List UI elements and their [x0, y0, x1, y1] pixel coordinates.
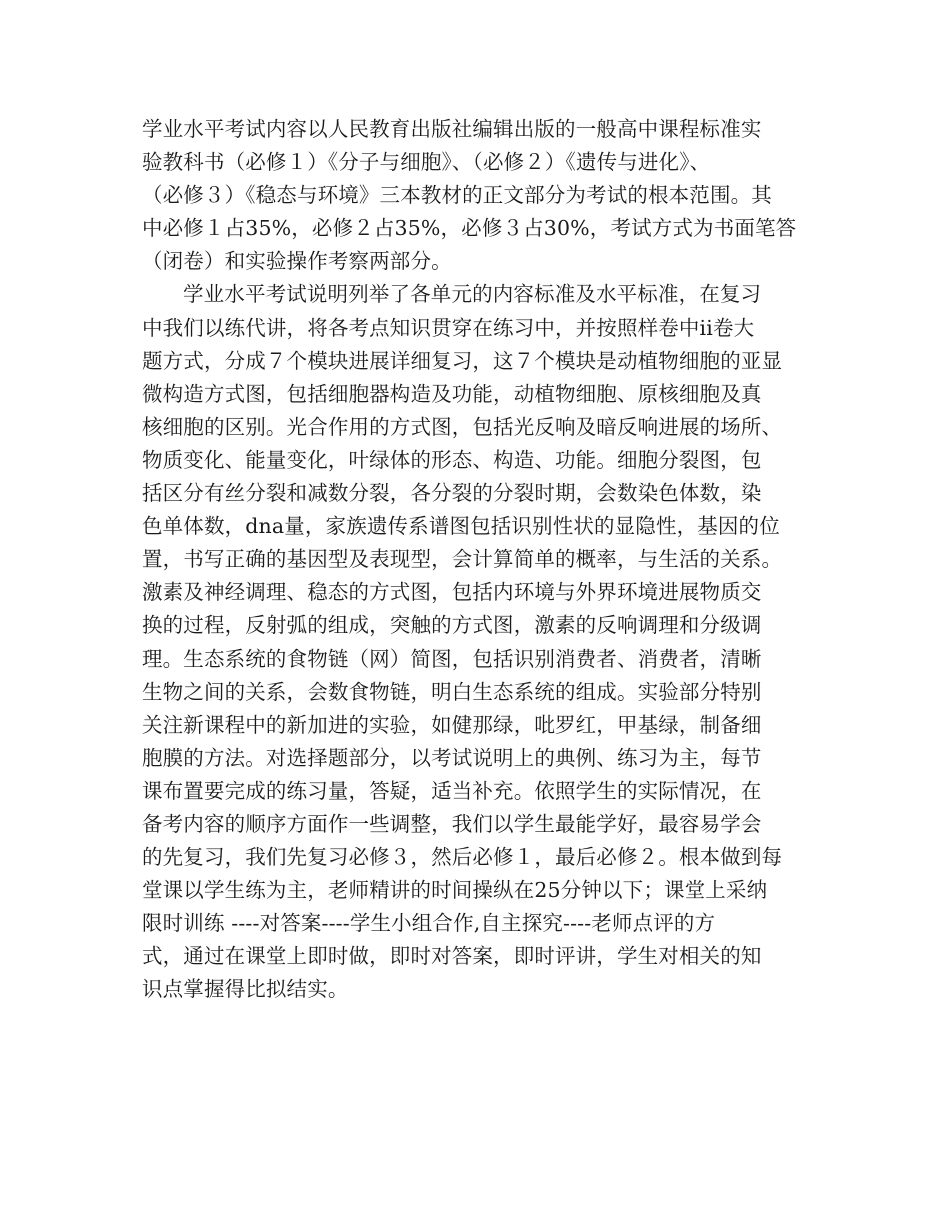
- text-line: 学业水平考试内容以人民教育出版社编辑出版的一般高中课程标准实: [142, 117, 762, 141]
- text-line: （必修３）《稳态与环境》三本教材的正文部分为考试的根本范围。其: [142, 183, 772, 208]
- text-line: 题方式，分成７个模块进展详细复习，这７个模块是动植物细胞的亚显: [142, 348, 783, 373]
- text-line: 式，通过在课堂上即时做，即时对答案，即时评讲，学生对相关的知: [142, 944, 762, 969]
- paragraph-review-plan: [142, 278, 822, 1006]
- text-line: 的先复习，我们先复习必修３，然后必修１，最后必修２。根本做到每: [142, 845, 783, 870]
- text-line: 验教科书（必修１）《分子与细胞》、（必修２）《遗传与进化》、: [142, 150, 711, 175]
- text-line: 微构造方式图，包括细胞器构造及功能，动植物细胞、原核细胞及真: [142, 381, 762, 406]
- text-line: 识点掌握得比拟结实。: [142, 977, 349, 1002]
- text-line: 关注新课程中的新加进的实验，如健那绿，吡罗红，甲基绿，制备细: [142, 712, 762, 737]
- paragraph-exam-scope: [142, 113, 822, 278]
- text-line: 理。生态系统的食物链（网）简图，包括识别消费者、消费者，清晰: [142, 646, 762, 671]
- text-line: 中我们以练代讲，将各考点知识贯穿在练习中，并按照样卷中ii卷大: [142, 315, 755, 340]
- text-line: 堂课以学生练为主，老师精讲的时间操纵在25分钟以下；课堂上采纳: [142, 878, 768, 903]
- text-line: 课布置要完成的练习量，答疑，适当补充。依照学生的实际情况，在: [142, 778, 762, 803]
- text-line: 激素及神经调理、稳态的方式图，包括内环境与外界环境进展物质交: [142, 580, 762, 605]
- document-body: [142, 113, 822, 1007]
- text-line: 学业水平考试说明列举了各单元的内容标准及水平标准，在复习: [183, 282, 762, 307]
- text-line: 生物之间的关系，会数食物链，明白生态系统的组成。实验部分特别: [142, 679, 762, 704]
- text-line: 物质变化、能量变化，叶绿体的形态、构造、功能。细胞分裂图，包: [142, 447, 762, 472]
- text-line: 备考内容的顺序方面作一些调整，我们以学生最能学好，最容易学会: [142, 811, 762, 836]
- text-line: 限时训练 ----对答案----学生小组合作,自主探究----老师点评的方: [142, 911, 716, 936]
- text-line: 置，书写正确的基因型及表现型，会计算简单的概率，与生活的关系。: [142, 547, 783, 572]
- text-line: 色单体数，dna量，家族遗传系谱图包括识别性状的显隐性，基因的位: [142, 514, 780, 539]
- text-line: 括区分有丝分裂和减数分裂，各分裂的分裂时期，会数染色体数，染: [142, 481, 762, 506]
- text-line: 核细胞的区别。光合作用的方式图，包括光反响及暗反响进展的场所、: [142, 414, 783, 439]
- text-line: 换的过程，反射弧的组成，突触的方式图，激素的反响调理和分级调: [142, 613, 762, 638]
- text-line: 胞膜的方法。对选择题部分，以考试说明上的典例、练习为主，每节: [142, 745, 762, 770]
- text-line: 中必修１占35%，必修２占35%，必修３占30%，考试方式为书面笔答: [142, 216, 797, 241]
- text-line: （闭卷）和实验操作考察两部分。: [142, 249, 452, 274]
